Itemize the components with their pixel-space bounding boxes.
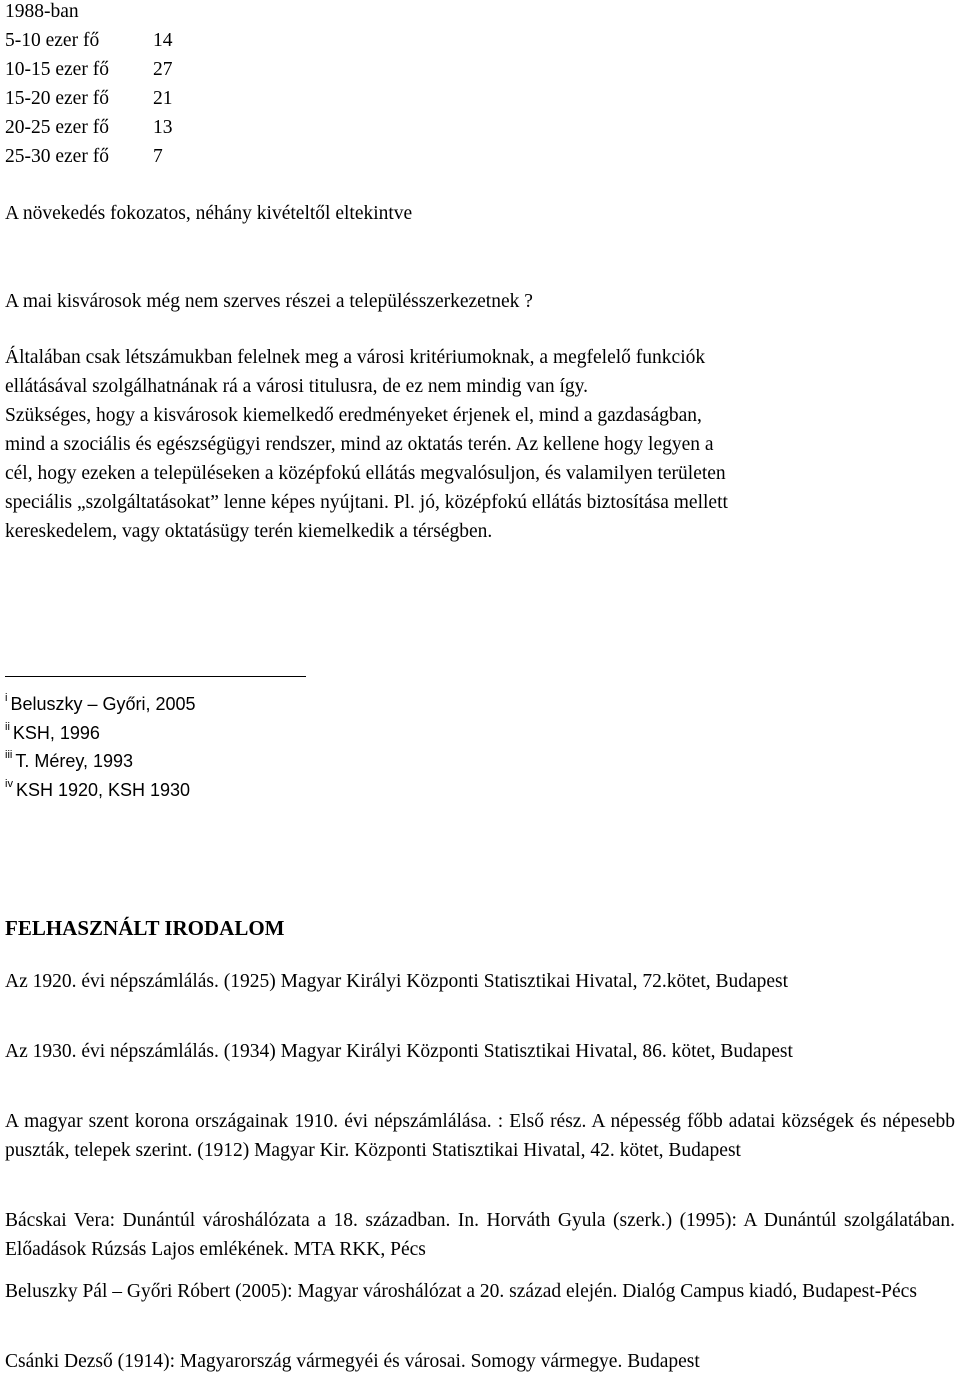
stats-row-label: 10-15 ezer fő: [5, 59, 109, 80]
footnote-separator: [5, 676, 306, 677]
reference-item: Beluszky Pál – Győri Róbert (2005): Magyar városhálózat a 20. század elején. Dialóg Campus kiadó, Budapest-Pécs: [5, 1281, 917, 1302]
stats-row-value: 13: [153, 117, 173, 138]
reference-item: Az 1930. évi népszámlálás. (1934) Magyar Királyi Központi Statisztikai Hivatal, 86. kötet, Budapest: [5, 1041, 793, 1062]
footnote-item: [5, 747, 196, 776]
stats-row-value: 21: [153, 88, 173, 109]
paragraph-line: cél, hogy ezeken a településeken a középfokú ellátás megvalósuljon, és valamilyen területen: [5, 463, 726, 484]
stats-row: [5, 113, 173, 142]
footnote-text: KSH, 1996: [12, 722, 100, 743]
footnote-marker: iv: [5, 777, 13, 790]
footnote-marker: ii: [5, 720, 10, 733]
reference-item: Az 1920. évi népszámlálás. (1925) Magyar Királyi Központi Statisztikai Hivatal, 72.kötet, Budapest: [5, 971, 789, 992]
stats-row-value: 27: [153, 59, 173, 80]
paragraph-line: mind a szociális és egészségügyi rendszer, mind az oktatás terén. Az kellene hogy legyen a: [5, 434, 714, 455]
footnote-item: [5, 719, 196, 748]
reference-item: A magyar szent korona országainak 1910. évi népszámlálása. : Első rész. A népesség főbb adatai községek és népesebb puszták, telepek szerint. (1912) Magyar Kir. Központi Statisztikai Hivatal, 42. kötet, Budapest: [5, 1111, 955, 1161]
stats-row-value: 14: [153, 30, 173, 51]
stats-row-label: 20-25 ezer fő: [5, 117, 109, 138]
footnotes: [5, 690, 196, 804]
question-line: A mai kisvárosok még nem szerves részei a településszerkezetnek ?: [5, 291, 533, 312]
paragraph-line: Általában csak létszámukban felelnek meg a városi kritériumoknak, a megfelelő funkciók: [5, 347, 706, 368]
reference-item: Csánki Dezső (1914): Magyarország vármegyéi és városai. Somogy vármegye. Budapest: [5, 1351, 700, 1372]
stats-row: [5, 55, 173, 84]
stats-year-label: 1988-ban: [5, 1, 79, 22]
reference-item: Bácskai Vera: Dunántúl városhálózata a 18. században. In. Horváth Gyula (szerk.) (1995): A Dunántúl szolgálatában. Előadások Rúzsás Lajos emlékének. MTA RKK, Pécs: [5, 1210, 955, 1260]
footnote-text: T. Mérey, 1993: [15, 751, 134, 771]
references-heading: FELHASZNÁLT IRODALOM: [5, 916, 285, 940]
stats-row: [5, 26, 173, 55]
paragraph-line: speciális „szolgáltatásokat” lenne képes nyújtani. Pl. jó, középfokú ellátás biztosítása mellett: [5, 492, 728, 513]
paragraph-line: ellátásával szolgálhatnának rá a városi titulusra, de ez nem mindig van így.: [5, 376, 588, 397]
stats-block: [5, 0, 173, 171]
stats-row-label: 5-10 ezer fő: [5, 30, 100, 51]
growth-note: A növekedés fokozatos, néhány kivételtől eltekintve: [5, 203, 413, 224]
stats-row-value: 7: [153, 146, 163, 167]
main-paragraph: [5, 343, 728, 546]
paragraph-line: Szükséges, hogy a kisvárosok kiemelkedő eredményeket érjenek el, mind a gazdaságban,: [5, 405, 702, 426]
footnote-item: [5, 690, 196, 719]
stats-row-label: 25-30 ezer fő: [5, 146, 109, 167]
paragraph-line: kereskedelem, vagy oktatásügy terén kiemelkedik a térségben.: [5, 521, 493, 542]
footnote-text: Beluszky – Győri, 2005: [10, 694, 196, 714]
footnote-item: [5, 776, 196, 805]
stats-row: [5, 84, 173, 113]
stats-row: [5, 142, 173, 171]
footnote-marker: iii: [5, 749, 13, 761]
stats-row-label: 15-20 ezer fő: [5, 88, 109, 109]
footnote-marker: i: [5, 692, 8, 704]
footnote-text: KSH 1920, KSH 1930: [15, 779, 191, 800]
